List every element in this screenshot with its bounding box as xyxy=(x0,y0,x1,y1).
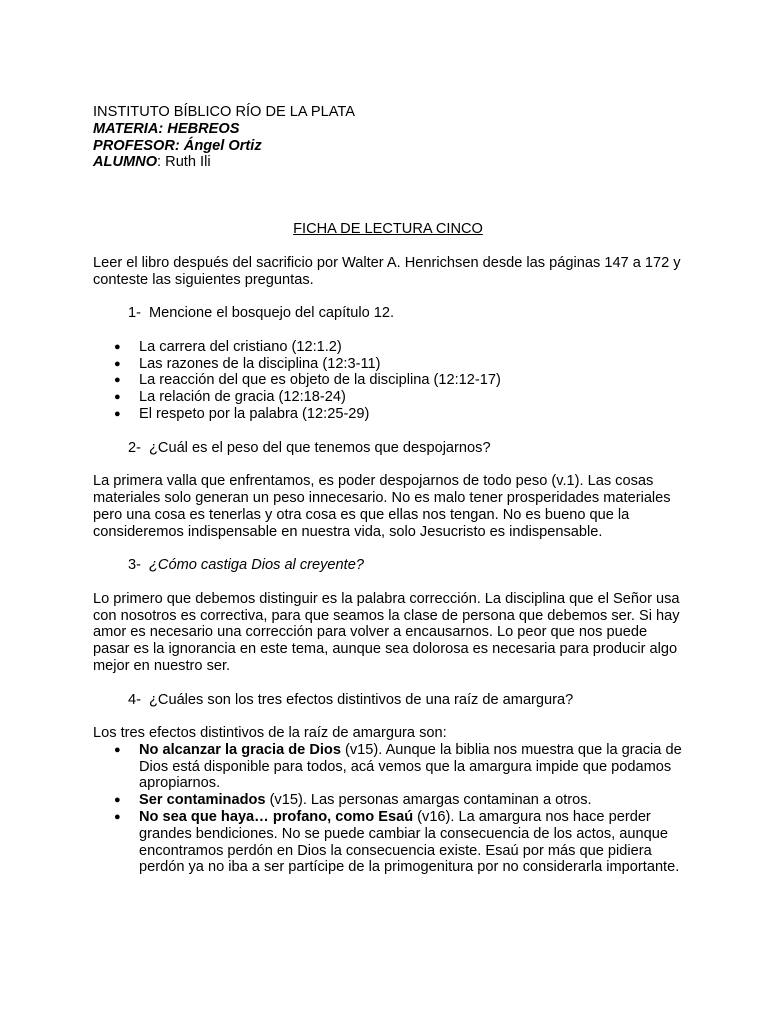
effect-title: Ser contaminados xyxy=(139,792,266,809)
question-4-text: ¿Cuáles son los tres efectos distintivos de una raíz de amargura? xyxy=(149,691,574,708)
effect-text: (v16). La amargura nos hace perder grandes bendiciones. No se puede cambiar la consecuencia de los actos, aunque encontramos perdón en Dios la consecuencia existe. Esaú por más que pidiera perdón ya no iba a ser partícipe de la primogenitura por no considerarla importante. xyxy=(139,809,680,876)
question-3-text: ¿Cómo castiga Dios al creyente? xyxy=(149,557,364,574)
list-item: ● Las razones de la disciplina (12:3-11) xyxy=(93,356,683,373)
student-line xyxy=(93,154,683,171)
list-item xyxy=(93,742,683,792)
list-item xyxy=(93,792,683,809)
answer-2-paragraph: La primera valla que enfrentamos, es poder despojarnos de todo peso (v.1). Las cosas materiales solo generan un peso innecesario. No es malo tener prosperidades materiales pero una cosa es tenerlas y otra cosa es que ellas nos tengan. No es bueno que la consideremos indispensable en nuestra vida, solo Jesucristo es indispensable. xyxy=(93,473,671,540)
subject-line: MATERIA: HEBREOS xyxy=(93,120,240,137)
outline-list xyxy=(93,339,683,423)
question-4-number: 4- xyxy=(128,691,141,708)
question-2-text: ¿Cuál es el peso del que tenemos que despojarnos? xyxy=(149,439,491,456)
effect-text: (v15). Las personas amargas contaminan a otros. xyxy=(265,792,592,809)
effect-title: No sea que haya… profano, como Esaú xyxy=(139,809,414,826)
professor-line: PROFESOR: Ángel Ortiz xyxy=(93,137,262,154)
list-item xyxy=(93,809,683,876)
answer-4-intro: Los tres efectos distintivos de la raíz de amargura son: xyxy=(93,725,447,742)
effect-text: (v15). Aunque la biblia nos muestra que la gracia de Dios está disponible para todos, acá vemos que la amargura impide que podamos apropiarnos. xyxy=(139,741,682,792)
list-item: ● La carrera del cristiano (12:1.2) xyxy=(93,339,683,356)
question-3 xyxy=(93,557,683,574)
student-name: : Ruth Ili xyxy=(157,154,211,171)
list-item: ● La relación de gracia (12:18-24) xyxy=(93,389,683,406)
question-1-text: Mencione el bosquejo del capítulo 12. xyxy=(149,305,395,322)
effect-title: No alcanzar la gracia de Dios xyxy=(139,741,341,758)
question-1 xyxy=(93,305,683,322)
document-header xyxy=(93,104,683,171)
question-3-number: 3- xyxy=(128,557,141,574)
intro-paragraph: Leer el libro después del sacrificio por Walter A. Henrichsen desde las páginas 147 a 172 y conteste las siguientes preguntas. xyxy=(93,254,681,288)
document-title: FICHA DE LECTURA CINCO xyxy=(293,221,483,238)
answer-3-paragraph: Lo primero que debemos distinguir es la palabra corrección. La disciplina que el Señor usa con nosotros es correctiva, para que seamos la clase de persona que debemos ser. Si hay amor es necesario una corrección para volver a encausarnos. Lo peor que nos puede pasar es la ignorancia en este tema, aunque sea dolorosa es necesaria para producir algo mejor en nuestro ser. xyxy=(93,590,680,674)
institute-name: INSTITUTO BÍBLICO RÍO DE LA PLATA xyxy=(93,104,355,120)
question-2-number: 2- xyxy=(128,439,141,456)
list-item: ● El respeto por la palabra (12:25-29) xyxy=(93,406,683,423)
question-1-number: 1- xyxy=(128,305,141,322)
document-body xyxy=(93,104,683,876)
question-4 xyxy=(93,692,683,709)
effects-list xyxy=(93,742,683,876)
student-label: ALUMNO xyxy=(93,154,158,171)
list-item: ● La reacción del que es objeto de la disciplina (12:12-17) xyxy=(93,372,683,389)
question-2 xyxy=(93,440,683,457)
